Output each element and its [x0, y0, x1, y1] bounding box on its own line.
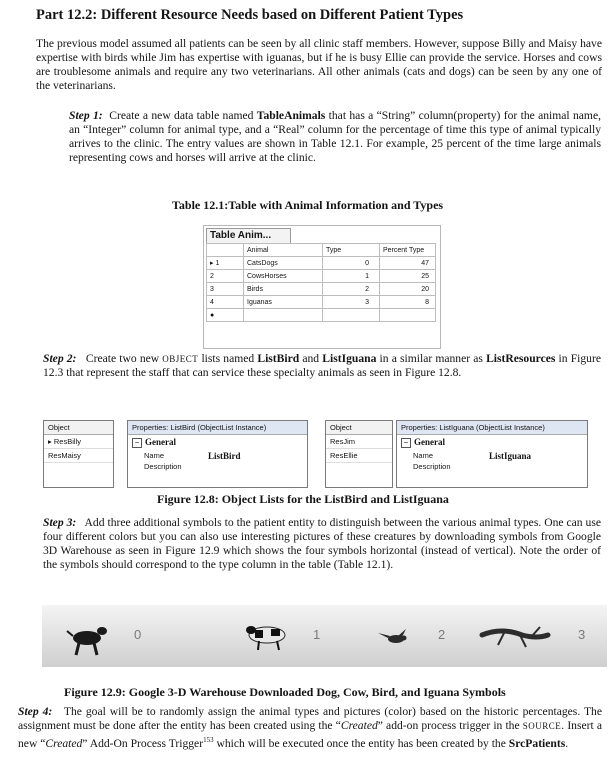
figure-12-9-caption: Figure 12.9: Google 3-D Warehouse Downloaded Dog, Cow, Bird, and Iguana Symbols: [64, 685, 506, 699]
collapse-icon[interactable]: −: [132, 438, 142, 448]
cell-percent[interactable]: 8: [380, 296, 436, 309]
column-header-animal[interactable]: Animal: [244, 244, 323, 257]
table-row[interactable]: [207, 283, 436, 296]
step-2-paragraph: [43, 352, 601, 380]
table-caption: Table 12.1:Table with Animal Information and Types: [172, 198, 444, 212]
cell-percent[interactable]: 20: [380, 283, 436, 296]
created-term: Created: [45, 736, 83, 750]
step-4-text: ” add-on process trigger in the: [377, 719, 523, 732]
table-tab[interactable]: Table Anim...: [206, 228, 291, 243]
cell-animal[interactable]: Birds: [244, 283, 323, 296]
step-4-text: The goal will be to randomly assign the animal types and pictures (color) based on the historic percentages. The assignment must be done after the entity has been created using the “: [18, 705, 602, 732]
symbol-bird-cell: [328, 605, 473, 667]
step-4-text: ” Add-On Process Trigger: [82, 736, 204, 750]
symbol-index: 2: [438, 627, 446, 642]
step-2-text: in a similar manner as: [376, 352, 487, 365]
cell-type[interactable]: 2: [323, 283, 380, 296]
step-4-text: . Insert a new “: [18, 719, 602, 750]
data-table-window: [203, 225, 441, 349]
symbols-strip: [42, 605, 602, 667]
property-row-description[interactable]: Description: [413, 462, 451, 471]
animal-table: [206, 243, 436, 322]
current-item-marker: ▸: [48, 437, 52, 446]
row-index[interactable]: 2: [207, 270, 244, 283]
cell-animal[interactable]: CowsHorses: [244, 270, 323, 283]
symbol-index: 1: [313, 627, 321, 642]
footnote-ref[interactable]: 153: [203, 736, 214, 744]
properties-panel-right: [396, 420, 588, 488]
row-index[interactable]: [207, 257, 244, 270]
property-name-label: Name: [413, 451, 434, 460]
cell-animal[interactable]: Iguanas: [244, 296, 323, 309]
row-index-value: 1: [215, 260, 220, 267]
symbol-index: 3: [578, 627, 586, 642]
step-1-label: Step 1:: [69, 109, 103, 122]
cell-percent[interactable]: 47: [380, 257, 436, 270]
list-item-resellie[interactable]: ResEllie: [326, 449, 392, 463]
step-2-text: Create two new: [85, 352, 163, 365]
table-name-ref: TableAnimals: [256, 109, 326, 122]
step-1-paragraph: [69, 109, 601, 165]
list-item-label: ResBilly: [53, 437, 81, 446]
iguana-icon: [462, 605, 607, 667]
table-row[interactable]: [207, 270, 436, 283]
source-term: SOURCE: [522, 721, 562, 731]
properties-title: Properties: ListBird (ObjectList Instance): [128, 421, 307, 435]
step-4-paragraph: [18, 705, 602, 751]
step-3-label: Step 3:: [43, 516, 77, 529]
figure-12-8-caption: Figure 12.8: Object Lists for the ListBird and ListIguana: [157, 492, 449, 506]
cell-percent[interactable]: 25: [380, 270, 436, 283]
step-4-label: Step 4:: [18, 705, 53, 718]
object-list-left: [43, 420, 114, 488]
column-header-percent[interactable]: Percent Type: [380, 244, 436, 257]
group-label: General: [414, 437, 445, 447]
symbol-iguana-cell: [462, 605, 607, 667]
object-list-right: [325, 420, 393, 488]
property-row-name[interactable]: [128, 450, 307, 461]
row-index[interactable]: 4: [207, 296, 244, 309]
cell-type[interactable]: 0: [323, 257, 380, 270]
cow-icon: [185, 605, 330, 667]
listiguana-ref: ListIguana: [322, 352, 377, 365]
step-1-text-rest: that has a “String” column(property) for the animal name, an “Integer” column for animal type, and a “Real” column for the percentage of time this type of animal typically arrives to the clinic. The entry values are shown in Table 12.1. For example, 25 percent of the time large animals representing cows and horses will arrive at the clinic.: [69, 109, 601, 164]
property-row-name[interactable]: [397, 450, 587, 461]
step-4-text: which will be executed once the entity has been created by the: [213, 736, 509, 750]
property-name-label: Name: [144, 451, 165, 460]
new-row-marker[interactable]: ●: [207, 309, 244, 322]
symbol-index: 0: [134, 627, 142, 642]
properties-title: Properties: ListIguana (ObjectList Instance): [397, 421, 587, 435]
section-heading: Part 12.2: Different Resource Needs based on Different Patient Types: [36, 7, 464, 23]
cell-animal[interactable]: CatsDogs: [244, 257, 323, 270]
step-4-text: .: [565, 736, 569, 750]
list-item-resmaisy[interactable]: ResMaisy: [44, 449, 113, 463]
list-header: Object: [44, 421, 113, 435]
cell-type[interactable]: 3: [323, 296, 380, 309]
property-row-description[interactable]: Description: [144, 462, 182, 471]
symbol-dog-cell: [42, 605, 187, 667]
empty-cell[interactable]: [244, 309, 323, 322]
listresources-ref: ListResources: [486, 352, 556, 365]
cell-type[interactable]: 1: [323, 270, 380, 283]
properties-panel-left: [127, 420, 308, 488]
property-group[interactable]: [397, 435, 587, 450]
created-term: Created: [340, 719, 378, 732]
list-item-resbilly[interactable]: [44, 435, 113, 449]
step-1-text: Create a new data table named: [109, 109, 257, 122]
step-3-text: Add three additional symbols to the patient entity to distinguish between the various animal types. One can use four different colors but you can also use interesting pictures of these creatures by downloading symbols from Google 3D Warehouse as seen in Figure 12.9 which shows the four symbols horizontal (instead of vertical). Note the order of the symbols should correspond to the type column in the table (Table 12.1).: [43, 516, 602, 571]
bird-icon: [328, 605, 473, 667]
property-group[interactable]: [128, 435, 307, 450]
step-2-label: Step 2:: [43, 352, 77, 365]
property-name-value[interactable]: ListBird: [208, 451, 241, 461]
srcpatients-ref: SrcPatients: [508, 736, 566, 750]
table-row[interactable]: [207, 296, 436, 309]
step-2-text: and: [299, 352, 323, 365]
empty-cell[interactable]: [380, 309, 436, 322]
group-label: General: [145, 437, 176, 447]
property-name-value[interactable]: ListIguana: [489, 451, 532, 461]
corner-cell: [207, 244, 244, 257]
new-row[interactable]: [207, 309, 436, 322]
row-index[interactable]: 3: [207, 283, 244, 296]
column-header-type[interactable]: Type: [323, 244, 380, 257]
list-header: Object: [326, 421, 392, 435]
step-2-text: in Figure 12.3 that represent the staff that can service these specialty animals as seen in Figure 12.8.: [43, 352, 601, 379]
table-header-row: [207, 244, 436, 257]
listbird-ref: ListBird: [257, 352, 300, 365]
dog-icon: [42, 605, 187, 667]
step-3-paragraph: [43, 516, 601, 572]
intro-paragraph: The previous model assumed all patients can be seen by all clinic staff members. However, suppose Billy and Maisy have expertise with birds while Jim has expertise with iguanas, but if he is busy Ellie can provide the service. Horses and cows are troublesome animals and require any two veterinarians. All other animals (cats and dogs) can be seen by any one of the veterinarians.: [36, 37, 602, 92]
empty-cell[interactable]: [323, 309, 380, 322]
list-item-resjim[interactable]: ResJim: [326, 435, 392, 449]
current-row-marker: ▸: [210, 260, 214, 267]
collapse-icon[interactable]: −: [401, 438, 411, 448]
symbol-cow-cell: [185, 605, 330, 667]
table-row[interactable]: [207, 257, 436, 270]
object-term: OBJECT: [162, 354, 199, 364]
step-2-text: lists named: [198, 352, 258, 365]
